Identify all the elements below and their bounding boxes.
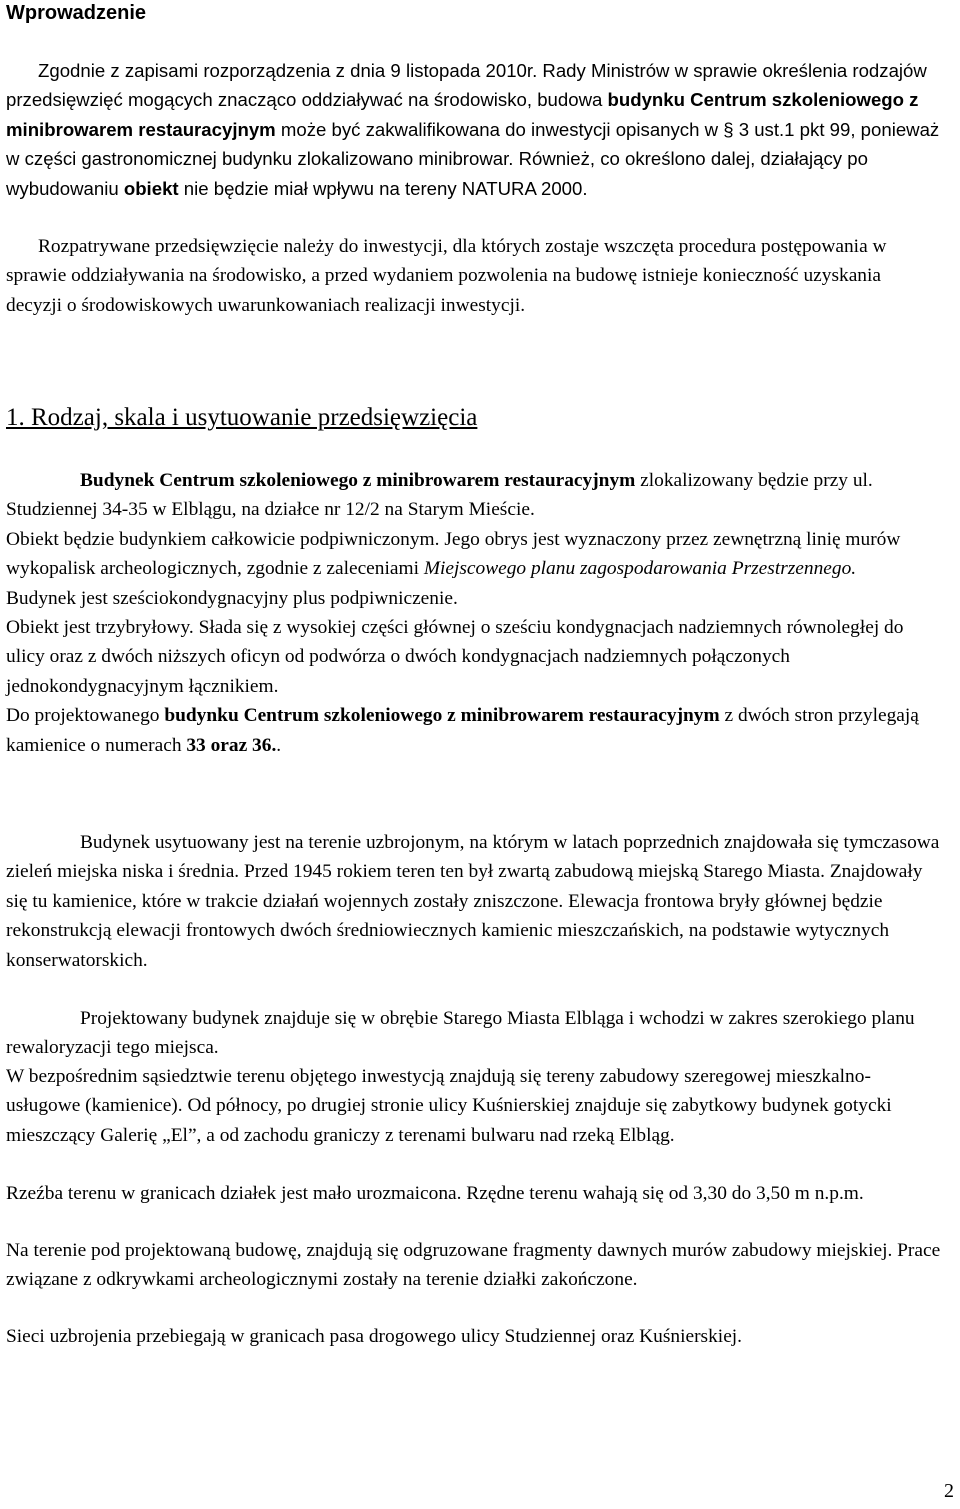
intro-text-bold2: obiekt bbox=[123, 177, 179, 199]
section-1-paragraph-2 bbox=[6, 828, 941, 975]
section1-text-e: Do projektowanego bbox=[6, 705, 165, 727]
section1-text-p5: Rzeźba terenu w granicach działek jest mało urozmaicona. Rzędne terenu wahają się od 3,30 do 3,50 m n.p.m. bbox=[6, 1183, 864, 1204]
section1-text-b: Obiekt będzie budynkiem całkowicie podpiwniczonym. Jego obrys jest wyznaczony przez zewnętrzną linię murów wykopalisk archeologicznych, zgodnie z zaleceniami bbox=[6, 528, 901, 580]
section1-text-a: zlokalizowany będzie przy ul. Studziennej 34-35 w Elblągu, na działce nr 12/2 na Starym Mieście. bbox=[6, 470, 873, 521]
section1-text-g: . bbox=[276, 734, 282, 756]
section1-bold-e: budynku Centrum szkoleniowego z minibrowarem restauracyjnym bbox=[164, 705, 720, 727]
section1-bold-f: 33 oraz 36. bbox=[186, 734, 277, 756]
section1-text-f: z dwóch stron przylegają kamienice o numerach bbox=[6, 705, 919, 756]
page-number: 2 bbox=[944, 1480, 954, 1502]
intro-text-bold: budynku Centrum szkoleniowego z minibrowarem restauracyjnym bbox=[6, 89, 919, 140]
section-1-paragraph-6 bbox=[6, 1236, 941, 1295]
section1-text-p4: W bezpośrednim sąsiedztwie terenu objętego inwestycją znajdują się tereny zabudowy szeregowej mieszkalno- usługowe (kamienice). Od północy, po drugiej stronie ulicy Kuśnierskiej znajduje się zabytkowy budynek gotycki mieszczący Galerię „El”, a od zachodu graniczy z terenami bulwaru nad rzeką Elbląg. bbox=[6, 1066, 892, 1146]
section1-text-d: Obiekt jest trzybryłowy. Słada się z wysokiej części głównej o sześciu kondygnacjach nadziemnych równoległej do ulicy oraz z dwóch niższych oficyn od podwórza o dwóch kondygnacjach nadziemnych połączonych jednokondygnacyjnym łącznikiem. bbox=[6, 617, 904, 697]
section1-text-p2: Budynek usytuowany jest na terenie uzbrojonym, na którym w latach poprzednich znajdowała się tymczasowa zieleń miejska niska i średnia. Przed 1945 rokiem teren ten był zwartą zabudową miejską Starego Miasta. Znajdowały się tu kamienice, które w trakcie działań wojennych zostały zniszczone. Elewacja frontowa bryły głównej będzie rekonstrukcją elewacji frontowych dwóch średniowiecznych kamienic mieszczańskich, na podstawie wytycznych konserwatorskich. bbox=[6, 832, 940, 971]
section1-bold-a: Budynek Centrum szkoleniowego z minibrowarem restauracyjnym bbox=[80, 470, 636, 491]
document-heading: Wprowadzenie bbox=[6, 2, 147, 24]
intro-text-a: Zgodnie z zapisami rozporządzenia z dnia 9 listopada 2010r. Rady Ministrów w sprawie określenia rodzajów przedsięwzięć mogących znacząco oddziaływać na środowisko, budowa bbox=[6, 60, 927, 111]
intro-paragraph-1 bbox=[6, 56, 941, 203]
section1-text-p7: Sieci uzbrojenia przebiegają w granicach pasa drogowego ulicy Studziennej oraz Kuśnierskiej. bbox=[6, 1326, 743, 1347]
section-1-paragraph-1 bbox=[6, 466, 941, 760]
intro-text-b: może być zakwalifikowana do inwestycji opisanych w § 3 ust.1 pkt 99, ponieważ w części gastronomicznej budynku zlokalizowano minibrowar. Również, co określono dalej, działający po wybudowaniu bbox=[6, 118, 940, 199]
section1-italic: Miejscowego planu zagospodarowania Przestrzennego. bbox=[423, 558, 857, 580]
intro-text-p2: Rozpatrywane przedsięwzięcie należy do inwestycji, dla których zostaje wszczęta procedura postępowania w sprawie oddziaływania na środowisko, a przed wydaniem pozwolenia na budowę istnieje konieczność uzyskania decyzji o środowiskowych uwarunkowaniach realizacji inwestycji. bbox=[6, 236, 887, 316]
section1-text-p6: Na terenie pod projektowaną budowę, znajdują się odgruzowane fragmenty dawnych murów zabudowy miejskiej. Prace związane z odkrywkami archeologicznymi zostały na terenie działki zakończone. bbox=[6, 1240, 941, 1291]
intro-paragraph-2 bbox=[6, 232, 941, 320]
section-1-paragraph-3 bbox=[6, 1004, 941, 1063]
section-1-title: 1. Rodzaj, skala i usytuowanie przedsięwzięcia bbox=[6, 404, 478, 431]
section-1-paragraph-7 bbox=[6, 1322, 941, 1351]
section-1-paragraph-5 bbox=[6, 1179, 941, 1208]
section-1-paragraph-4 bbox=[6, 1062, 941, 1150]
section1-text-c: Budynek jest sześciokondygnacyjny plus podpiwniczenie. bbox=[6, 587, 458, 609]
intro-text-c: nie będzie miał wpływu na tereny NATURA 2000. bbox=[178, 177, 588, 199]
section1-text-p3: Projektowany budynek znajduje się w obrębie Starego Miasta Elbląga i wchodzi w zakres szerokiego planu rewaloryzacji tego miejsca. bbox=[6, 1008, 915, 1059]
